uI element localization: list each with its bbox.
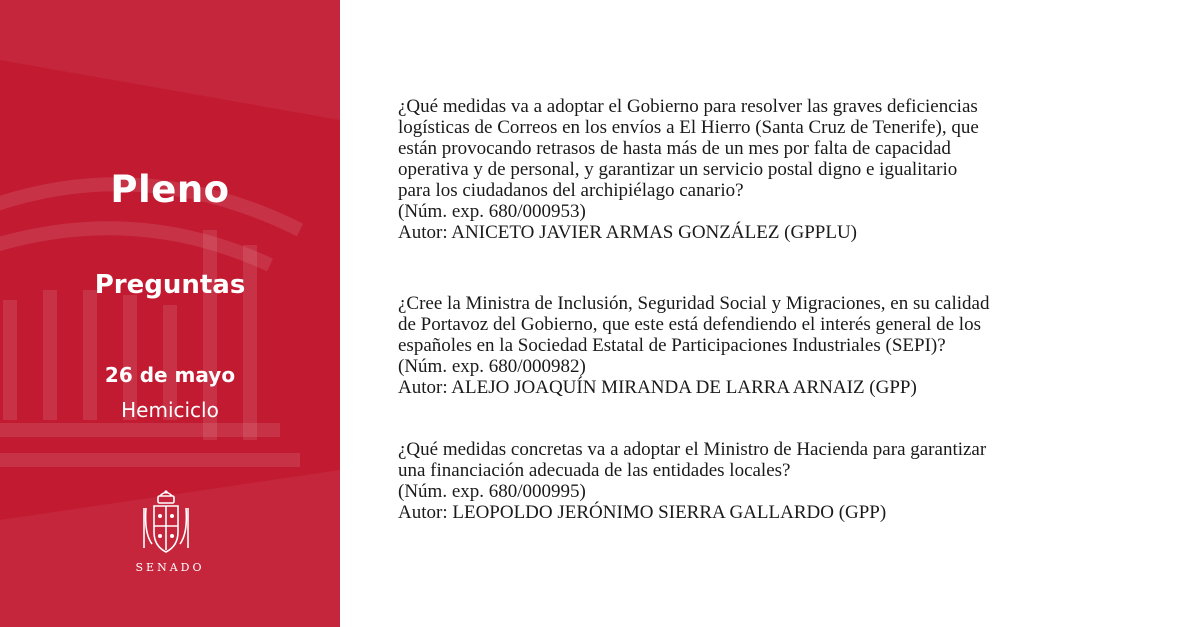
senado-logo-text: SENADO xyxy=(135,561,205,574)
question-exp-number: (Núm. exp. 680/000982) xyxy=(398,356,586,377)
sidebar-panel xyxy=(0,0,340,627)
question-text-line: ¿Qué medidas va a adoptar el Gobierno para resolver las graves deficiencias xyxy=(398,96,978,117)
question-text-line: de Portavoz del Gobierno, que este está defendiendo el interés general de los xyxy=(398,314,981,335)
question-text-line: una financiación adecuada de las entidades locales? xyxy=(398,460,791,481)
question-author: Autor: LEOPOLDO JERÓNIMO SIERRA GALLARDO (GPP) xyxy=(398,502,887,523)
question-text-line: están provocando retrasos de hasta más de un mes por falta de capacidad xyxy=(398,138,951,159)
question-text-line: españoles en la Sociedad Estatal de Participaciones Industriales (SEPI)? xyxy=(398,335,946,356)
session-date: 26 de mayo xyxy=(104,363,236,387)
question-author: Autor: ALEJO JOAQUÍN MIRANDA DE LARRA ARNAIZ (GPP) xyxy=(398,377,917,398)
question-exp-number: (Núm. exp. 680/000953) xyxy=(398,201,586,222)
question-text-line: ¿Qué medidas concretas va a adoptar el Ministro de Hacienda para garantizar xyxy=(398,439,987,460)
question-item xyxy=(398,439,986,523)
senado-crest-icon xyxy=(138,488,194,560)
page-title: Pleno xyxy=(110,168,230,211)
question-exp-number: (Núm. exp. 680/000995) xyxy=(398,481,586,502)
question-item xyxy=(398,96,979,243)
question-text-line: para los ciudadanos del archipiélago canario? xyxy=(398,180,744,201)
session-location: Hemiciclo xyxy=(121,398,219,422)
question-text-line: logísticas de Correos en los envíos a El Hierro (Santa Cruz de Tenerife), que xyxy=(398,117,979,138)
question-text-line: operativa y de personal, y garantizar un servicio postal digno e igualitario xyxy=(398,159,958,180)
question-author: Autor: ANICETO JAVIER ARMAS GONZÁLEZ (GPPLU) xyxy=(398,222,858,243)
question-item xyxy=(398,293,989,398)
section-subtitle: Preguntas xyxy=(94,270,246,300)
question-text-line: ¿Cree la Ministra de Inclusión, Seguridad Social y Migraciones, en su calidad xyxy=(398,293,990,314)
